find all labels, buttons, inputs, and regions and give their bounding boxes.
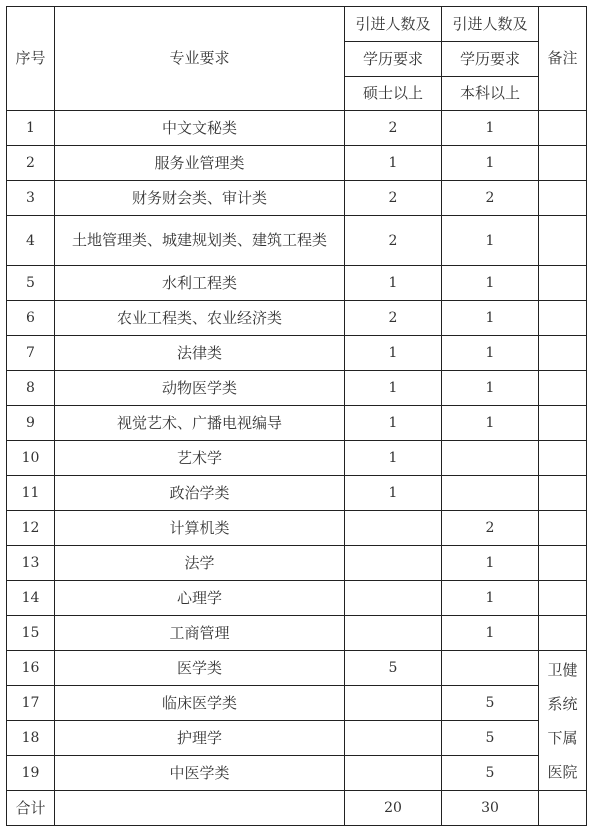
row-remark [539, 266, 587, 301]
table-row [7, 651, 587, 686]
row-index: 5 [7, 266, 55, 301]
total-bachelor: 30 [442, 791, 539, 826]
header-master-line2: 学历要求 [345, 42, 442, 77]
row-index: 2 [7, 146, 55, 181]
total-major [55, 791, 345, 826]
row-master-count [345, 616, 442, 651]
row-bachelor-count: 5 [442, 756, 539, 791]
row-index: 9 [7, 406, 55, 441]
table-row [7, 756, 587, 791]
row-remark [539, 616, 587, 651]
row-major: 心理学 [55, 581, 345, 616]
row-bachelor-count: 1 [442, 301, 539, 336]
row-major: 护理学 [55, 721, 345, 756]
remark-line: 下属 [547, 728, 578, 747]
row-bachelor-count [442, 651, 539, 686]
row-remark [539, 336, 587, 371]
row-remark [539, 181, 587, 216]
row-remark [539, 146, 587, 181]
row-index: 15 [7, 616, 55, 651]
table-row [7, 406, 587, 441]
row-master-count: 1 [345, 476, 442, 511]
row-master-count [345, 511, 442, 546]
row-major: 中医学类 [55, 756, 345, 791]
table-row [7, 301, 587, 336]
row-master-count [345, 546, 442, 581]
table-row [7, 581, 587, 616]
header-bachelor-line1: 引进人数及 [442, 7, 539, 42]
header-bachelor-requirement: 本科以上 [442, 77, 539, 111]
row-master-count [345, 686, 442, 721]
row-bachelor-count: 5 [442, 721, 539, 756]
total-master: 20 [345, 791, 442, 826]
row-remark [539, 581, 587, 616]
row-bachelor-count: 1 [442, 616, 539, 651]
remark-line: 医院 [547, 762, 578, 781]
row-master-count: 2 [345, 216, 442, 266]
header-row [7, 7, 587, 42]
row-major: 农业工程类、农业经济类 [55, 301, 345, 336]
table-row [7, 476, 587, 511]
row-index: 10 [7, 441, 55, 476]
row-remark [539, 216, 587, 266]
table-row [7, 336, 587, 371]
row-index: 18 [7, 721, 55, 756]
row-master-count: 1 [345, 146, 442, 181]
row-bachelor-count: 1 [442, 266, 539, 301]
row-major: 服务业管理类 [55, 146, 345, 181]
row-major: 动物医学类 [55, 371, 345, 406]
total-remark [539, 791, 587, 826]
row-remark [539, 301, 587, 336]
row-master-count: 1 [345, 406, 442, 441]
row-bachelor-count: 2 [442, 181, 539, 216]
row-major: 中文文秘类 [55, 111, 345, 146]
row-index: 11 [7, 476, 55, 511]
row-index: 14 [7, 581, 55, 616]
header-major: 专业要求 [55, 7, 345, 111]
header-master-line1: 引进人数及 [345, 7, 442, 42]
table-row [7, 441, 587, 476]
table-row [7, 721, 587, 756]
row-bachelor-count: 5 [442, 686, 539, 721]
row-major: 法律类 [55, 336, 345, 371]
row-master-count: 2 [345, 181, 442, 216]
table-row [7, 616, 587, 651]
recruitment-table [6, 6, 587, 826]
row-major: 视觉艺术、广播电视编导 [55, 406, 345, 441]
row-remark [539, 371, 587, 406]
row-major: 工商管理 [55, 616, 345, 651]
table-body [7, 7, 587, 826]
header-index: 序号 [7, 7, 55, 111]
row-major: 医学类 [55, 651, 345, 686]
row-major: 法学 [55, 546, 345, 581]
row-bachelor-count [442, 476, 539, 511]
row-major: 临床医学类 [55, 686, 345, 721]
row-major: 艺术学 [55, 441, 345, 476]
remark-text [539, 653, 586, 789]
row-master-count: 1 [345, 336, 442, 371]
row-master-count [345, 721, 442, 756]
row-index: 1 [7, 111, 55, 146]
remark-hospital-group [539, 651, 587, 791]
row-bachelor-count [442, 441, 539, 476]
row-remark [539, 406, 587, 441]
row-bachelor-count: 1 [442, 111, 539, 146]
table-row [7, 686, 587, 721]
row-index: 13 [7, 546, 55, 581]
row-master-count: 2 [345, 111, 442, 146]
row-remark [539, 546, 587, 581]
row-master-count: 1 [345, 441, 442, 476]
row-bachelor-count: 1 [442, 371, 539, 406]
row-master-count: 1 [345, 371, 442, 406]
row-bachelor-count: 1 [442, 216, 539, 266]
row-index: 17 [7, 686, 55, 721]
row-remark [539, 441, 587, 476]
row-index: 12 [7, 511, 55, 546]
row-bachelor-count: 1 [442, 406, 539, 441]
remark-line: 卫健 [547, 660, 578, 679]
row-index: 19 [7, 756, 55, 791]
table-row [7, 111, 587, 146]
row-remark [539, 476, 587, 511]
remark-line: 系统 [547, 694, 578, 713]
row-index: 3 [7, 181, 55, 216]
total-row [7, 791, 587, 826]
row-master-count: 2 [345, 301, 442, 336]
row-bachelor-count: 1 [442, 581, 539, 616]
row-major: 计算机类 [55, 511, 345, 546]
table-row [7, 371, 587, 406]
row-major: 土地管理类、城建规划类、建筑工程类 [55, 216, 345, 266]
table-row [7, 181, 587, 216]
row-index: 8 [7, 371, 55, 406]
row-master-count [345, 756, 442, 791]
row-bachelor-count: 1 [442, 546, 539, 581]
row-bachelor-count: 2 [442, 511, 539, 546]
row-master-count [345, 581, 442, 616]
row-index: 6 [7, 301, 55, 336]
header-remark: 备注 [539, 7, 587, 111]
row-master-count: 5 [345, 651, 442, 686]
row-bachelor-count: 1 [442, 336, 539, 371]
total-label: 合计 [7, 791, 55, 826]
row-major: 水利工程类 [55, 266, 345, 301]
row-major: 财务财会类、审计类 [55, 181, 345, 216]
table-row [7, 216, 587, 266]
row-master-count: 1 [345, 266, 442, 301]
row-index: 7 [7, 336, 55, 371]
row-bachelor-count: 1 [442, 146, 539, 181]
row-index: 16 [7, 651, 55, 686]
header-bachelor-line2: 学历要求 [442, 42, 539, 77]
table-row [7, 266, 587, 301]
header-master-requirement: 硕士以上 [345, 77, 442, 111]
row-major: 政治学类 [55, 476, 345, 511]
table-row [7, 511, 587, 546]
table-row [7, 546, 587, 581]
row-remark [539, 111, 587, 146]
table-row [7, 146, 587, 181]
row-index: 4 [7, 216, 55, 266]
row-remark [539, 511, 587, 546]
